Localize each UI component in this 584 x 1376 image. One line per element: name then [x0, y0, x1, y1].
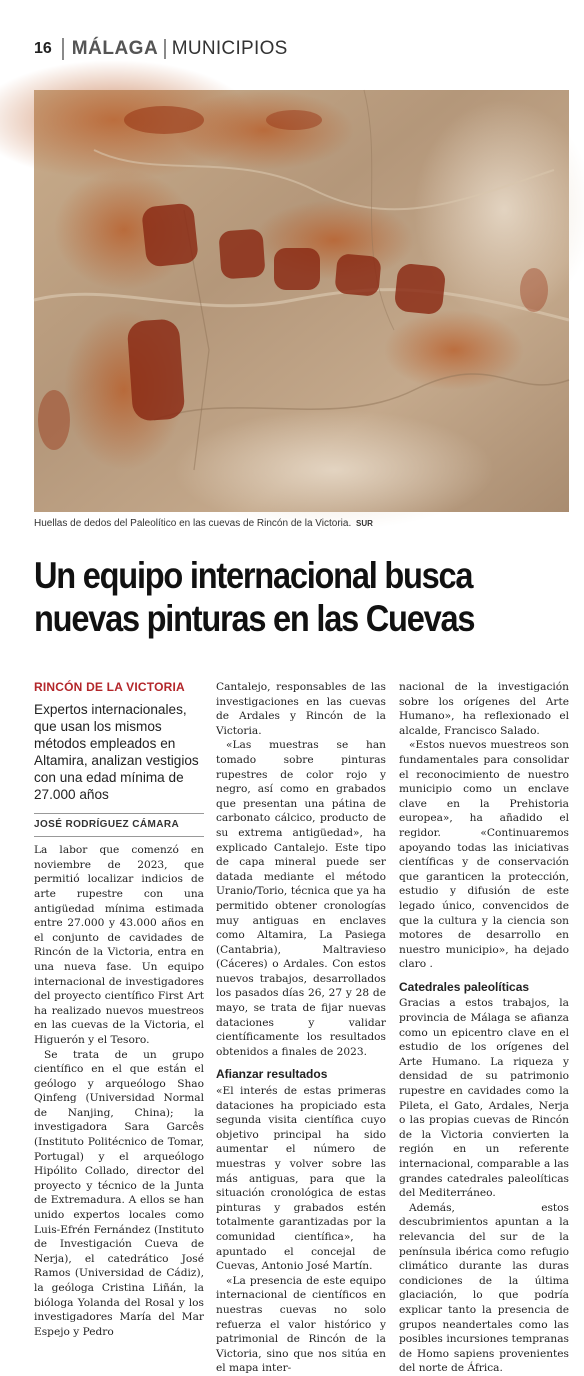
- photo-caption: [34, 518, 373, 529]
- header-divider: [62, 38, 64, 60]
- cave-painting-image: [34, 90, 569, 512]
- article-column-1: [34, 680, 204, 1339]
- caption-text: Huellas de dedos del Paleolítico en las cuevas de Rincón de la Victoria.: [34, 518, 352, 529]
- header-divider-2: [164, 39, 166, 59]
- section-name: MÁLAGA: [71, 38, 159, 59]
- paragraph: Se trata de un grupo científico en el que están el geólogo y arqueólogo Shao Qinfeng (Universidad Normal de Nanjing, China); la investigadora Sara Garcês (Instituto Politécnico de Tomar, Portugal) y el arqueólogo Hipólito Collado, director del proyecto y técnico de la Junta de Extremadura. A ellos se han unido expertos locales como Luis-Efrén Fernández (Instituto de Investigación Cueva de Nerja), el catedrático José Ramos (Universidad de Cádiz), la geóloga Cristina Liñán, la bióloga Yolanda del Rosal y los investigadores María del Mar Espejo y Pedro: [34, 1048, 204, 1338]
- article-kicker: RINCÓN DE LA VICTORIA: [34, 680, 185, 694]
- article-column-2: [216, 680, 386, 1376]
- paragraph: «Estos nuevos muestreos son fundamentales para consolidar el reconocimiento de nuestro municipio como un enclave clave en la Prehistoria europea», ha añadido el regidor. «Continuaremos apoyando todas las iniciativas científicas y de conservación que garanticen la protección, estudio y difusión de este legado único, convencidos de que la cultura y la ciencia son motores de desarrollo en nuestro municipio», ha dejado claro .: [399, 739, 569, 971]
- page-number: 16: [34, 40, 52, 57]
- section-heading: Catedrales paleolíticas: [399, 979, 530, 994]
- subsection-name: MUNICIPIOS: [171, 38, 288, 59]
- paragraph: «Las muestras se han tomado sobre pinturas rupestres de color rojo y negro, así como en grabados que presentan una pátina de carbonato cálcico, producto de su extrema antigüedad», ha explicado Cantalejo. Este tipo de capa mineral puede ser datada mediante el método Uranio/Torio, técnica que ya ha permitido obtener cronologías muy antiguas en enclaves como Altamira, La Pasiega (Cantabria), Maltravieso (Cáceres) o Ardales. Con estos nuevos trabajos, desarrollados los pasados días 26, 27 y 28 de mayo, se trata de fijar nuevas dataciones y validar científicamente los resultados obtenidos a finales de 2023.: [216, 739, 386, 1058]
- article-column-3: [399, 680, 569, 1376]
- paragraph: La labor que comenzó en noviembre de 2023, que permitió localizar indicios de arte rupestre con una antigüedad mínima estimada entre 27.000 y 43.000 años en el conjunto de cavidades de Rincón de la Victoria, entra en una nueva fase. Un equipo internacional de investigadores del proyecto científico First Art ha realizado nuevos muestreos en las cuevas de la Victoria, el Higuerón y el Tesoro.: [34, 844, 204, 1046]
- paragraph: «El interés de estas primeras dataciones ha propiciado esta segunda visita científica cuyo objetivo principal ha sido aumentar el número de muestras y volver sobre las más antiguas, para que la situación cronológica de estas pinturas y grabados estén totalmente garantizadas por la comunidad científica», ha apuntado el concejal de Cuevas, Antonio José Martín.: [216, 1085, 386, 1273]
- paragraph: nacional de la investigación sobre los orígenes del Arte Humano», ha reflexionado el alcalde, Francisco Salado.: [399, 681, 569, 737]
- page-header: [34, 36, 288, 62]
- paragraph: Gracias a estos trabajos, la provincia de Málaga se afianza como un epicentro clave en el estudio de los orígenes del Arte Humano. La riqueza y densidad de su patrimonio rupestre en cavidades como la Pileta, el Gato, Ardales, Nerja o las propias cuevas de Rincón de la Victoria convierten la región en un referente internacional, comparable a las grandes catedrales paleolíticas del Mediterráneo.: [399, 997, 569, 1200]
- photo-credit: SUR: [356, 519, 373, 528]
- article-photo: [34, 90, 569, 512]
- paragraph: Cantalejo, responsables de las investigaciones en las cuevas de Ardales y Rincón de la Victoria.: [216, 681, 386, 737]
- section-heading: Afianzar resultados: [216, 1067, 328, 1082]
- article-headline: Un equipo internacional busca nuevas pinturas en las Cuevas: [34, 555, 475, 639]
- paragraph: «La presencia de este equipo internacional de científicos en nuestras cuevas no solo refuerza el valor histórico y patrimonial de Rincón de la Victoria, sino que nos sitúa en el mapa inter-: [216, 1274, 386, 1375]
- article-byline: JOSÉ RODRÍGUEZ CÁMARA: [34, 813, 204, 838]
- article-subhead: Expertos internacionales, que usan los mismos métodos empleados en Altamira, analizan vestigios con una edad mínima de 27.000 años: [34, 701, 199, 802]
- paragraph: Además, estos descubrimientos apuntan a la relevancia del sur de la península ibérica como refugio climático durante las duras condiciones de la última glaciación, lo que podría explicar tanto la presencia de grupos neandertales como las posibles incursiones tempranas de Homo sapiens provenientes del norte de África.: [399, 1201, 569, 1375]
